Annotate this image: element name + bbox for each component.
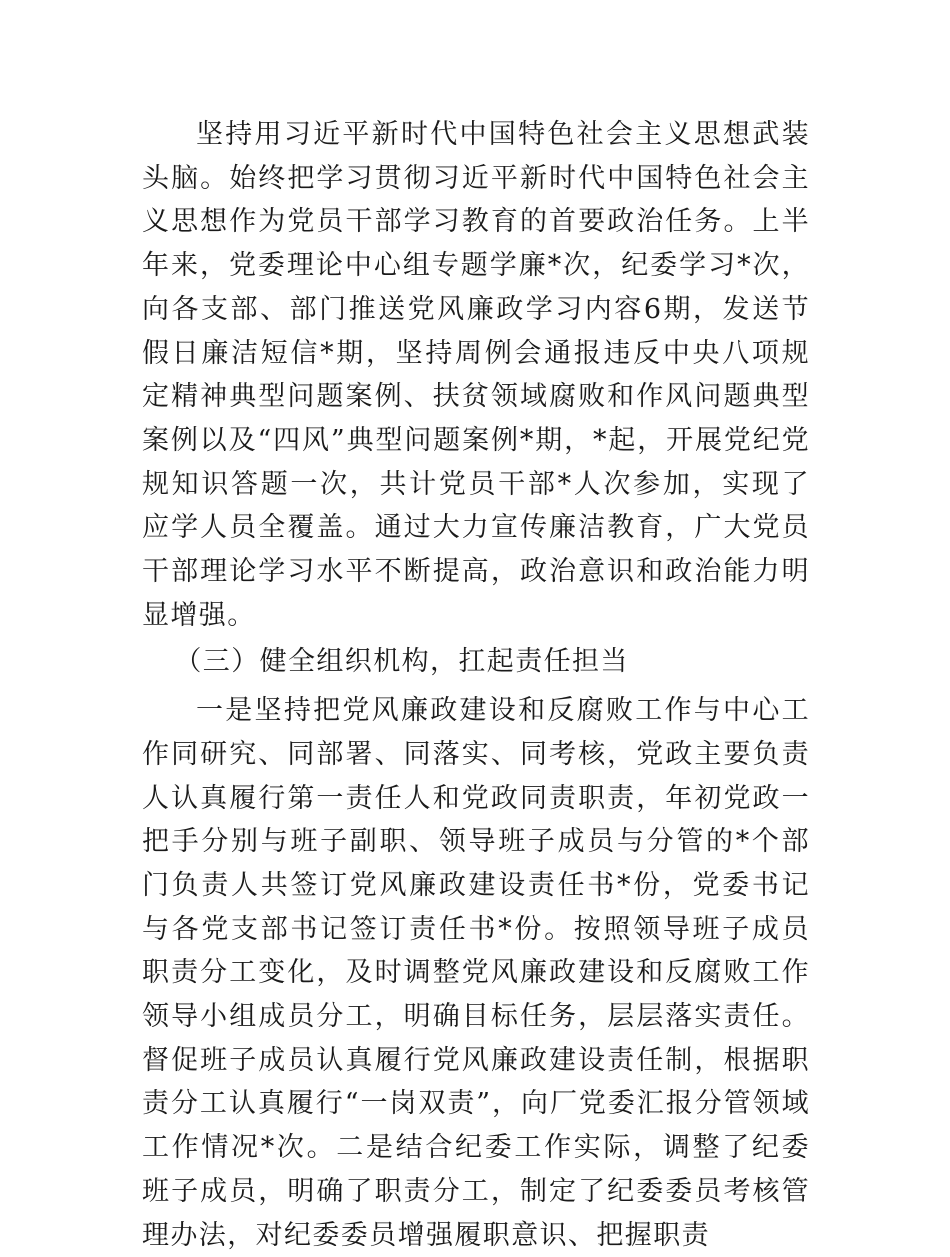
- body-paragraph-organization: 一是坚持把党风廉政建设和反腐败工作与中心工作同研究、同部署、同落实、同考核，党政主要负责人认真履行第一责任人和党政同责职责，年初党政一把手分别与班子副职、领导班子成员与分管的*个部门负责人共签订党风廉政建设责任书*份，党委书记与各党支部书记签订责任书*份。按照领导班子成员职责分工变化，及时调整党风廉政建设和反腐败工作领导小组成员分工，明确目标任务，层层落实责任。督促班子成员认真履行党风廉政建设责任制，根据职责分工认真履行“一岗双责”，向厂党委汇报分管领域工作情况*次。二是结合纪委工作实际，调整了纪委班子成员，明确了职责分工，制定了纪委委员考核管理办法，对纪委委员增强履职意识、把握职责: [142, 695, 810, 1251]
- document-page: [142, 113, 810, 1257]
- body-paragraph-study: 坚持用习近平新时代中国特色社会主义思想武装头脑。始终把学习贯彻习近平新时代中国特色社会主义思想作为党员干部学习教育的首要政治任务。上半年来，党委理论中心组专题学廉*次，纪委学习*次，向各支部、部门推送党风廉政学习内容6期，发送节假日廉洁短信*期，坚持周例会通报违反中央八项规定精神典型问题案例、扶贫领域腐败和作风问题典型案例以及“四风”典型问题案例*期，*起，开展党纪党规知识答题一次，共计党员干部*人次参加，实现了应学人员全覆盖。通过大力宣传廉洁教育，广大党员干部理论学习水平不断提高，政治意识和政治能力明显增强。: [142, 119, 810, 631]
- section-heading: （三）健全组织机构，扛起责任担当: [174, 646, 629, 678]
